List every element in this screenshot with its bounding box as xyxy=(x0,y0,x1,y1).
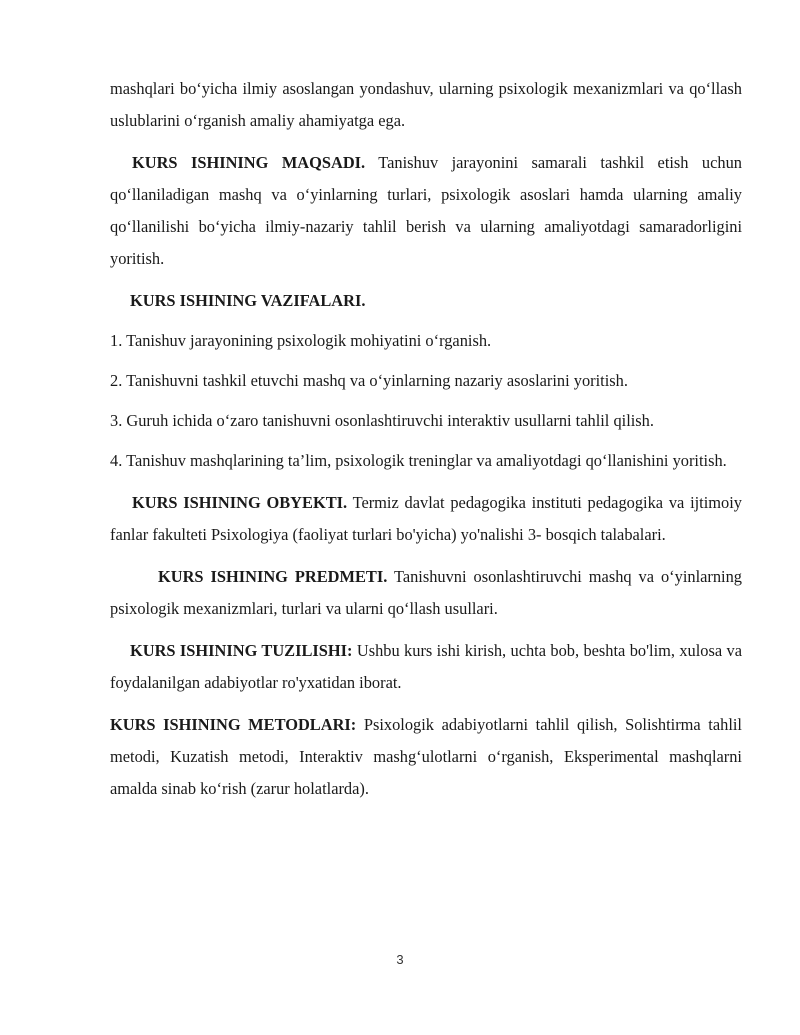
document-body xyxy=(110,73,742,805)
structure-heading: KURS ISHINING TUZILISHI: xyxy=(130,641,353,660)
subject-text: Tanishuvni osonlashtiruvchi mashq va o‘yinlarning psixologik mexanizmlari, turlari va ularni qo‘llash usullari. xyxy=(110,567,742,618)
task-item-2: 2. Tanishuvni tashkil etuvchi mashq va o‘yinlarning nazariy asoslarini yoritish. xyxy=(110,371,628,390)
structure-paragraph xyxy=(110,635,742,699)
page-number: 3 xyxy=(396,952,404,967)
structure-text: Ushbu kurs ishi kirish, uchta bob, beshta bo'lim, xulosa va foydalanilgan adabiyotlar ro'yxatidan iborat. xyxy=(110,641,742,692)
tasks-heading: KURS ISHINING VAZIFALARI. xyxy=(130,291,366,310)
task-item-1: 1. Tanishuv jarayonining psixologik mohiyatini o‘rganish. xyxy=(110,331,492,350)
goal-text: Tanishuv jarayonini samarali tashkil etish uchun qo‘llaniladigan mashq va o‘yinlarning turlari, psixologik asoslari hamda ularning amaliy qo‘llanilishi bo‘yicha ilmiy-nazariy tahlil berish va ularning amaliyotdagi samaradorligini yoritish. xyxy=(110,153,742,268)
goal-heading: KURS ISHINING MAQSADI. xyxy=(132,153,366,172)
intro-continuation-paragraph: mashqlari bo‘yicha ilmiy asoslangan yondashuv, ularning psixologik mexanizmlari va qo‘llash uslublarini o‘rganish amaliy ahamiyatga ega. xyxy=(110,79,742,130)
object-heading: KURS ISHINING OBYEKTI. xyxy=(132,493,348,512)
goal-paragraph xyxy=(110,147,742,275)
object-paragraph xyxy=(110,487,742,551)
subject-paragraph xyxy=(110,561,742,625)
methods-heading: KURS ISHINING METODLARI: xyxy=(110,715,357,734)
object-text: Termiz davlat pedagogika instituti pedagogika va ijtimoiy fanlar fakulteti Psixologiya (faoliyat turlari bo'yicha) yo'nalishi 3- bosqich talabalari. xyxy=(110,493,742,544)
methods-text: Psixologik adabiyotlarni tahlil qilish, Solishtirma tahlil metodi, Kuzatish metodi, Interaktiv mashg‘ulotlarni o‘rganish, Eksperimental mashqlarni amalda sinab ko‘rish (zarur holatlarda). xyxy=(110,715,742,798)
methods-paragraph xyxy=(110,709,742,805)
task-item-3: 3. Guruh ichida o‘zaro tanishuvni osonlashtiruvchi interaktiv usullarni tahlil qilish. xyxy=(110,411,654,430)
task-item-4: 4. Tanishuv mashqlarining ta’lim, psixologik treninglar va amaliyotdagi qo‘llanishini yoritish. xyxy=(110,451,727,470)
subject-heading: KURS ISHINING PREDMETI. xyxy=(158,567,388,586)
